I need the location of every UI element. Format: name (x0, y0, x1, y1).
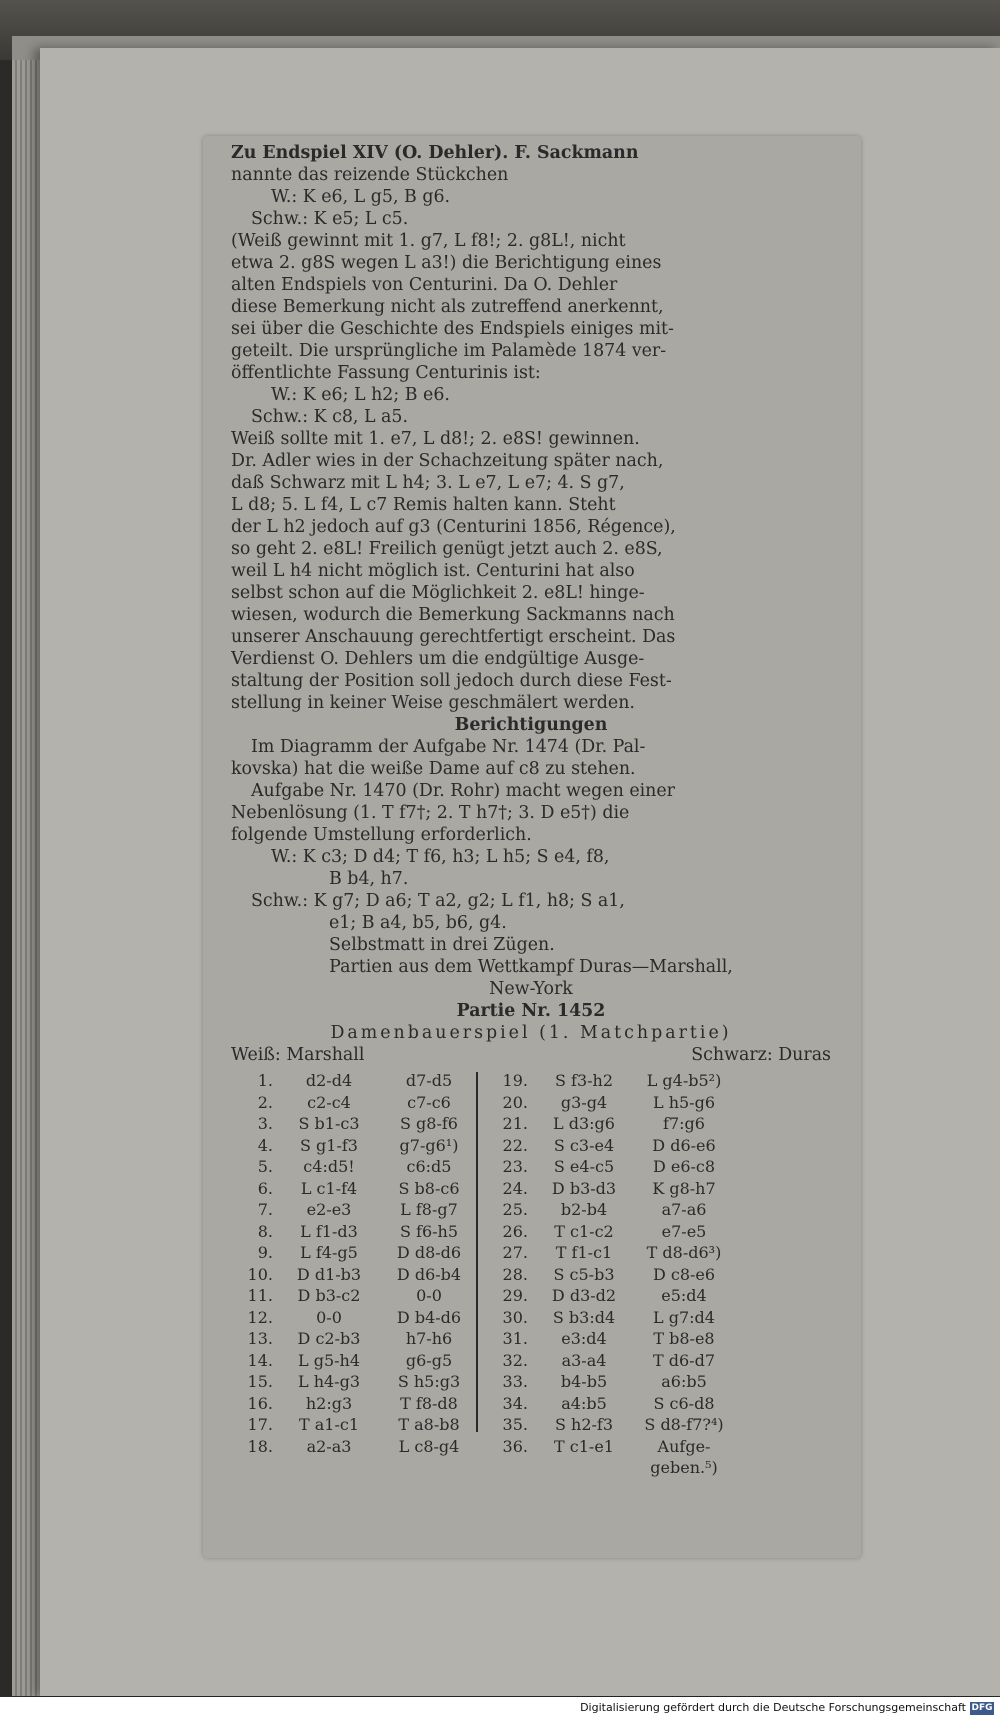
white-move: D b3-d3 (551, 1178, 617, 1198)
article-line: diese Bemerkung nicht als zutreffend anerkennt, (231, 297, 664, 317)
white-move: T c1-e1 (554, 1436, 614, 1456)
moves-table (231, 1070, 831, 1477)
black-move: L c8-g4 (398, 1436, 460, 1456)
black-move: 0-0 (416, 1286, 442, 1305)
black-move: h7-h6 (405, 1329, 453, 1348)
move-number: 6. (257, 1178, 273, 1198)
white-move: 0-0 (316, 1307, 342, 1327)
black-move: T b8-e8 (653, 1329, 715, 1348)
white-move: L c1-f4 (300, 1178, 358, 1198)
moves-column-left (231, 1070, 481, 1457)
article-line: unserer Anschauung gerechtfertigt erscheint. Das (231, 627, 676, 647)
black-move: L g7:d4 (653, 1307, 715, 1327)
white-move: L g5-h4 (297, 1350, 361, 1370)
black-move: g7-g6¹) (399, 1135, 459, 1155)
moves-column-right (486, 1070, 736, 1479)
move-row (486, 1070, 736, 1092)
move-number: 27. (502, 1243, 528, 1262)
corrections-section (231, 736, 831, 956)
white-move: D c2-b3 (297, 1329, 361, 1348)
move-number: 23. (502, 1157, 528, 1176)
move-number: 16. (247, 1393, 273, 1413)
white-move: g3-g4 (560, 1092, 608, 1112)
white-move: S c3-e4 (553, 1135, 615, 1155)
move-row (486, 1135, 736, 1157)
black-move: T d6-d7 (652, 1350, 715, 1370)
move-row (231, 1156, 481, 1178)
move-row (231, 1135, 481, 1157)
article-line: nannte das reizende Stückchen (231, 165, 509, 185)
white-player: Weiß: Marshall (231, 1045, 365, 1065)
white-move: T f1-c1 (555, 1243, 613, 1262)
newspaper-clipping (203, 136, 861, 1558)
move-row (486, 1371, 736, 1393)
article-line: staltung der Position soll jedoch durch diese Fest- (231, 671, 672, 691)
move-number: 2. (257, 1092, 273, 1112)
correction-line: kovska) hat die weiße Dame auf c8 zu stehen. (231, 759, 636, 779)
article-line: (Weiß gewinnt mit 1. g7, L f8!; 2. g8L!, nicht (231, 231, 626, 251)
white-move: a2-a3 (306, 1436, 352, 1456)
correction-line: Schw.: K g7; D a6; T a2, g2; L f1, h8; S a1, (251, 891, 625, 911)
black-move: T d8-d6³) (646, 1243, 722, 1262)
black-move: T a8-b8 (398, 1415, 460, 1434)
black-move: a6:b5 (661, 1372, 707, 1391)
white-move: c4:d5! (303, 1157, 355, 1176)
move-row (486, 1457, 736, 1479)
article-line: der L h2 jedoch auf g3 (Centurini 1856, Régence), (231, 517, 676, 537)
move-row (231, 1414, 481, 1436)
black-move: e7-e5 (661, 1221, 707, 1241)
article-line: Zu Endspiel XIV (O. Dehler). F. Sackmann (231, 143, 639, 163)
white-move: a4:b5 (561, 1393, 607, 1413)
column-divider (476, 1072, 478, 1432)
move-number: 7. (257, 1200, 273, 1219)
footer-bar (0, 1697, 1000, 1721)
move-row (231, 1178, 481, 1200)
dfg-logo: DFG (971, 1703, 993, 1713)
opening-name: Damenbauerspiel (1. Matchpartie) (330, 1023, 732, 1043)
move-row (231, 1285, 481, 1307)
move-number: 35. (502, 1415, 528, 1434)
black-move: L f8-g7 (400, 1200, 458, 1219)
match-line-1: Partien aus dem Wettkampf Duras—Marshall, (329, 957, 733, 977)
white-move: S h2-f3 (554, 1415, 614, 1434)
black-move: S c6-d8 (653, 1393, 715, 1413)
footer-credit: Digitalisierung gefördert durch die Deutsche Forschungsgemeinschaft (580, 1701, 966, 1714)
white-move: S e4-c5 (553, 1157, 615, 1176)
white-move: S c5-b3 (553, 1264, 615, 1284)
article-line: sei über die Geschichte des Endspiels einiges mit- (231, 319, 674, 339)
move-row (486, 1199, 736, 1221)
move-row (231, 1092, 481, 1114)
move-number: 19. (502, 1071, 528, 1090)
white-move: b2-b4 (560, 1200, 608, 1219)
black-move: D e6-c8 (652, 1157, 716, 1176)
corrections-heading: Berichtigungen (454, 715, 608, 735)
article-section (231, 142, 831, 714)
white-move: L h4-g3 (297, 1372, 361, 1391)
article-line: Schw.: K c8, L a5. (251, 407, 409, 427)
move-row (231, 1264, 481, 1286)
move-row (486, 1156, 736, 1178)
move-row (486, 1307, 736, 1329)
black-move: L h5-g6 (652, 1092, 716, 1112)
white-move: S b3:d4 (552, 1307, 616, 1327)
move-row (231, 1070, 481, 1092)
article-line: alten Endspiels von Centurini. Da O. Dehler (231, 275, 618, 295)
correction-line: e1; B a4, b5, b6, g4. (329, 913, 507, 933)
move-row (486, 1414, 736, 1436)
black-move: c7-c6 (407, 1092, 451, 1112)
move-row (486, 1092, 736, 1114)
black-move: D b4-d6 (396, 1307, 462, 1327)
article-line: W.: K e6, L g5, B g6. (271, 187, 451, 207)
white-move: e3:d4 (561, 1329, 607, 1348)
move-number: 31. (502, 1329, 528, 1348)
move-row (231, 1221, 481, 1243)
white-move: S g1-f3 (300, 1135, 358, 1155)
move-row (486, 1393, 736, 1415)
correction-line: Nebenlösung (1. T f7†; 2. T h7†; 3. D e5†) die (231, 803, 630, 823)
game-title: Partie Nr. 1452 (456, 1001, 606, 1021)
article-line: so geht 2. e8L! Freilich genügt jetzt auch 2. e8S, (231, 539, 663, 559)
move-number: 25. (502, 1200, 528, 1219)
move-number: 3. (257, 1114, 273, 1133)
move-row (231, 1113, 481, 1135)
white-move: T c1-c2 (554, 1221, 614, 1241)
black-move: S f6-h5 (399, 1221, 459, 1241)
move-row (231, 1242, 481, 1264)
move-number: 21. (502, 1114, 528, 1133)
white-move: T a1-c1 (298, 1415, 360, 1434)
move-row (231, 1436, 481, 1458)
move-row (231, 1350, 481, 1372)
article-line: etwa 2. g8S wegen L a3!) die Berichtigung eines (231, 253, 662, 273)
move-number: 5. (257, 1157, 273, 1176)
move-number: 18. (247, 1436, 273, 1456)
article-line: wiesen, wodurch die Bemerkung Sackmanns nach (231, 605, 675, 625)
white-move: S f3-h2 (554, 1071, 614, 1090)
move-number: 29. (502, 1286, 528, 1305)
black-move: S d8-f7?⁴) (644, 1415, 724, 1434)
white-move: S b1-c3 (298, 1114, 360, 1133)
correction-line: Selbstmatt in drei Zügen. (329, 935, 555, 955)
move-row (231, 1307, 481, 1329)
black-move: L g4-b5²) (646, 1071, 722, 1090)
article-line: Verdienst O. Dehlers um die endgültige Ausge- (231, 649, 645, 669)
move-number: 30. (502, 1307, 528, 1327)
move-row (486, 1285, 736, 1307)
article-line: geteilt. Die ursprüngliche im Palamède 1874 ver- (231, 341, 667, 361)
white-move: D d3-d2 (551, 1286, 617, 1305)
white-move: a3-a4 (561, 1350, 607, 1370)
article-line: stellung in keiner Weise geschmälert werden. (231, 693, 635, 713)
move-number: 8. (257, 1221, 273, 1241)
move-number (486, 1457, 534, 1479)
black-move: f7:g6 (663, 1114, 705, 1133)
move-number: 33. (502, 1372, 528, 1391)
black-move: S b8-c6 (398, 1178, 460, 1198)
move-number: 15. (247, 1372, 273, 1391)
move-row (231, 1371, 481, 1393)
white-move (534, 1457, 634, 1479)
correction-line: Im Diagramm der Aufgabe Nr. 1474 (Dr. Pal- (251, 737, 646, 757)
black-move: S h5:g3 (397, 1372, 461, 1391)
black-move: geben.⁵) (650, 1458, 718, 1477)
black-move: D c8-e6 (652, 1264, 716, 1284)
move-row (486, 1436, 736, 1458)
article-line: weil L h4 nicht möglich ist. Centurini hat also (231, 561, 635, 581)
move-number: 32. (502, 1350, 528, 1370)
move-row (231, 1328, 481, 1350)
move-row (486, 1350, 736, 1372)
article-line: selbst schon auf die Möglichkeit 2. e8L! hinge- (231, 583, 645, 603)
move-number: 28. (502, 1264, 528, 1284)
black-move: c6:d5 (406, 1157, 452, 1176)
article-line: Schw.: K e5; L c5. (251, 209, 409, 229)
article-line: daß Schwarz mit L h4; 3. L e7, L e7; 4. S g7, (231, 473, 625, 493)
white-move: d2-d4 (305, 1071, 353, 1090)
white-move: L f4-g5 (300, 1243, 358, 1262)
move-row (486, 1221, 736, 1243)
black-move: Aufge- (657, 1436, 711, 1456)
article-line: Dr. Adler wies in der Schachzeitung später nach, (231, 451, 664, 471)
white-move: e2-e3 (306, 1200, 352, 1219)
move-row (486, 1264, 736, 1286)
move-number: 10. (247, 1264, 273, 1284)
correction-line: B b4, h7. (329, 869, 409, 889)
move-row (486, 1113, 736, 1135)
black-move: D d6-b4 (396, 1264, 462, 1284)
black-move: g6-g5 (405, 1350, 453, 1370)
move-number: 24. (502, 1178, 528, 1198)
black-move: a7-a6 (661, 1200, 707, 1219)
move-number: 34. (502, 1393, 528, 1413)
black-move: T f8-d8 (400, 1393, 458, 1413)
move-number: 12. (247, 1307, 273, 1327)
article-line: L d8; 5. L f4, L c7 Remis halten kann. Steht (231, 495, 616, 515)
move-number: 36. (502, 1436, 528, 1456)
white-move: D d1-b3 (296, 1264, 362, 1284)
correction-line: folgende Umstellung erforderlich. (231, 825, 532, 845)
black-move: S g8-f6 (400, 1114, 458, 1133)
black-move: D d8-d6 (396, 1243, 462, 1262)
correction-line: Aufgabe Nr. 1470 (Dr. Rohr) macht wegen einer (251, 781, 675, 801)
move-number: 4. (257, 1135, 273, 1155)
black-move: d7-d5 (405, 1071, 453, 1090)
correction-line: W.: K c3; D d4; T f6, h3; L h5; S e4, f8, (271, 847, 610, 867)
move-number: 11. (247, 1286, 273, 1305)
black-player: Schwarz: Duras (691, 1045, 831, 1065)
match-line-2: New-York (489, 979, 573, 999)
move-number: 26. (502, 1221, 528, 1241)
white-move: L f1-d3 (300, 1221, 358, 1241)
white-move: c2-c4 (307, 1092, 351, 1112)
white-move: L d3:g6 (553, 1114, 615, 1133)
black-move: D d6-e6 (652, 1135, 716, 1155)
white-move: b4-b5 (560, 1372, 608, 1391)
move-number: 17. (247, 1415, 273, 1434)
move-number: 9. (257, 1243, 273, 1262)
black-move: K g8-h7 (652, 1178, 716, 1198)
black-move: e5:d4 (661, 1286, 707, 1305)
move-number: 14. (247, 1350, 273, 1370)
white-move: D b3-c2 (297, 1286, 361, 1305)
move-row (231, 1199, 481, 1221)
move-row (231, 1393, 481, 1415)
article-line: W.: K e6; L h2; B e6. (271, 385, 450, 405)
move-number: 1. (257, 1071, 273, 1090)
move-row (486, 1178, 736, 1200)
move-number: 22. (502, 1135, 528, 1155)
article-line: Weiß sollte mit 1. e7, L d8!; 2. e8S! gewinnen. (231, 429, 640, 449)
move-row (486, 1242, 736, 1264)
players-header (231, 1044, 831, 1068)
clipping-text (231, 142, 831, 1477)
move-number: 13. (247, 1329, 273, 1348)
move-number: 20. (502, 1092, 528, 1112)
move-row (486, 1328, 736, 1350)
white-move: h2:g3 (305, 1393, 353, 1413)
article-line: öffentlichte Fassung Centurinis ist: (231, 363, 541, 383)
